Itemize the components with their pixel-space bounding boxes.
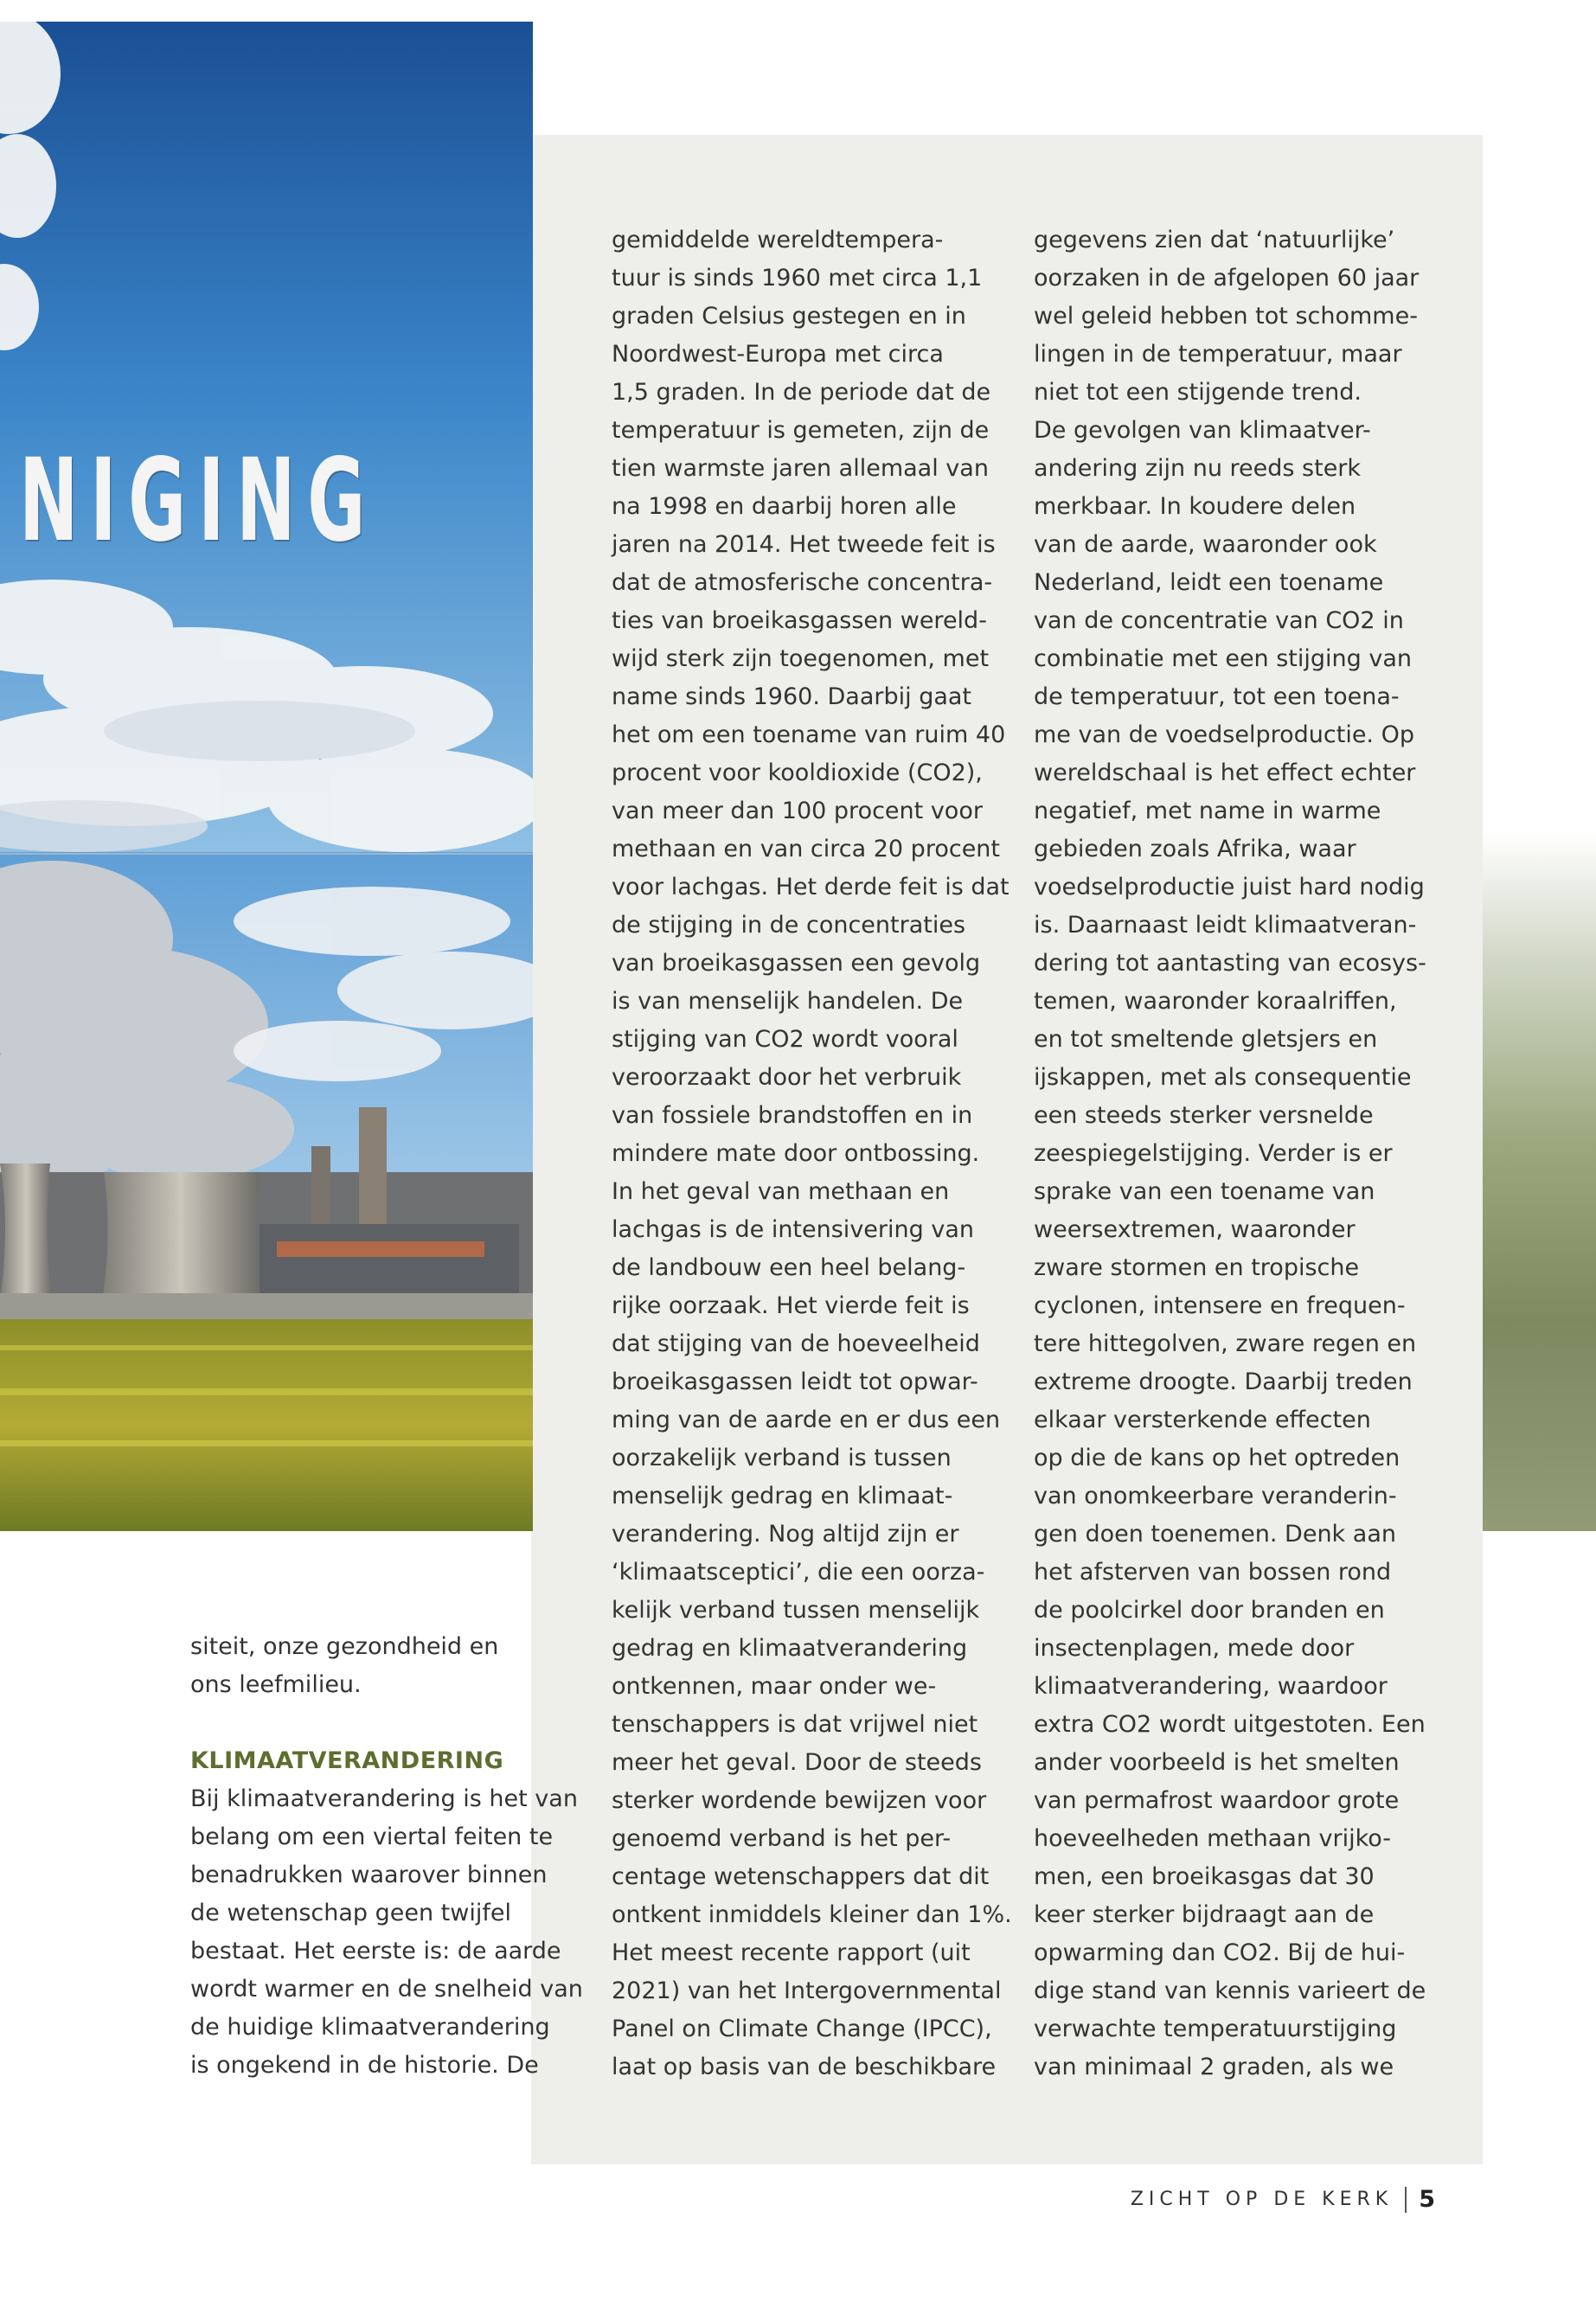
column1-intro: siteit, onze gezondheid en ons leefmilieu. bbox=[190, 1633, 499, 1698]
magazine-title: ZICHT OP DE KERK bbox=[1130, 2189, 1394, 2210]
column1-body: Bij klimaatverandering is het van belang om een viertal feiten te benadrukken waarover binnen de wetenschap geen twijfel bestaat. Het eerste is: de aarde wordt warmer en de snelheid van de huidige klimaatverandering is ongekend in de historie. De bbox=[190, 1785, 583, 2079]
text-column-1 bbox=[190, 1628, 583, 2085]
section-heading-klimaatverandering: KLIMAATVERANDERING bbox=[190, 1747, 504, 1774]
text-column-2: gemiddelde wereldtempera- tuur is sinds 1960 met circa 1,1 graden Celsius gestegen en in Noordwest-Europa met circa 1,5 graden. In de periode dat de temperatuur is gemeten, zijn de tien warmste jaren allemaal van na 1998 en daarbij horen alle jaren na 2014. Het tweede feit is dat de atmosferische concentra- ties van broeikasgassen wereld- wijd sterk zijn toegenomen, met name sinds 1960. Daarbij gaat het om een toename van ruim 40 procent voor kooldioxide (CO2), van meer dan 100 procent voor methaan en van circa 20 procent voor lachgas. Het derde feit is dat de stijging in de concentraties van broeikasgassen een gevolg is van menselijk handelen. De stijging van CO2 wordt vooral veroorzaakt door het verbruik van fossiele brandstoffen en in mindere mate door ontbossing. In het geval van methaan en lachgas is de intensivering van de landbouw een heel belang- rijke oorzaak. Het vierde feit is dat stijging van de hoeveelheid broeikasgassen leidt tot opwar- ming van de aarde en er dus een oorzakelijk verband is tussen menselijk gedrag en klimaat- verandering. Nog altijd zijn er ‘klimaatsceptici’, die een oorza- kelijk verband tussen menselijk gedrag en klimaatverandering ontkennen, maar onder we- tenschappers is dat vrijwel niet meer het geval. Door de steeds sterker wordende bewijzen voor genoemd verband is het per- centage wetenschappers dat dit ontkent inmiddels kleiner dan 1%. Het meest recente rapport (uit 2021) van het Intergovernmental Panel on Climate Change (IPCC), laat op basis van de beschikbare bbox=[612, 227, 1012, 2080]
power-plant-photo bbox=[0, 22, 533, 1531]
page-footer bbox=[1131, 2186, 1435, 2213]
text-column-3: gegevens zien dat ‘natuurlijke’ oorzaken in de afgelopen 60 jaar wel geleid hebben tot schomme- lingen in de temperatuur, maar niet tot een stijgende trend. De gevolgen van klimaatver- andering zijn nu reeds sterk merkbaar. In koudere delen van de aarde, waaronder ook Nederland, leidt een toename van de concentratie van CO2 in combinatie met een stijging van de temperatuur, tot een toena- me van de voedselproductie. Op wereldschaal is het effect echter negatief, met name in warme gebieden zoals Afrika, waar voedselproductie juist hard nodig is. Daarnaast leidt klimaatveran- dering tot aantasting van ecosys- temen, waaronder koraalriffen, en tot smeltende gletsjers en ijskappen, met als consequentie een steeds sterker versnelde zeespiegelstijging. Verder is er sprake van een toename van weersextremen, waaronder zware stormen en tropische cyclonen, intensere en frequen- tere hittegolven, zware regen en extreme droogte. Daarbij treden elkaar versterkende effecten op die de kans op het optreden van onomkeerbare veranderin- gen doen toenemen. Denk aan het afsterven van bossen rond de poolcirkel door branden en insectenplagen, mede door klimaatverandering, waardoor extra CO2 wordt uitgestoten. Een ander voorbeeld is het smelten van permafrost waardoor grote hoeveelheden methaan vrijko- men, een broeikasgas dat 30 keer sterker bijdraagt aan de opwarming dan CO2. Bij de hui- dige stand van kennis varieert de verwachte temperatuurstijging van minimaal 2 graden, als we bbox=[1034, 227, 1426, 2080]
page-number: 5 bbox=[1419, 2186, 1435, 2213]
headline-fragment: NIGING bbox=[19, 434, 378, 567]
footer-divider bbox=[1405, 2187, 1407, 2213]
decorative-gradient-strip bbox=[1483, 830, 1596, 1531]
